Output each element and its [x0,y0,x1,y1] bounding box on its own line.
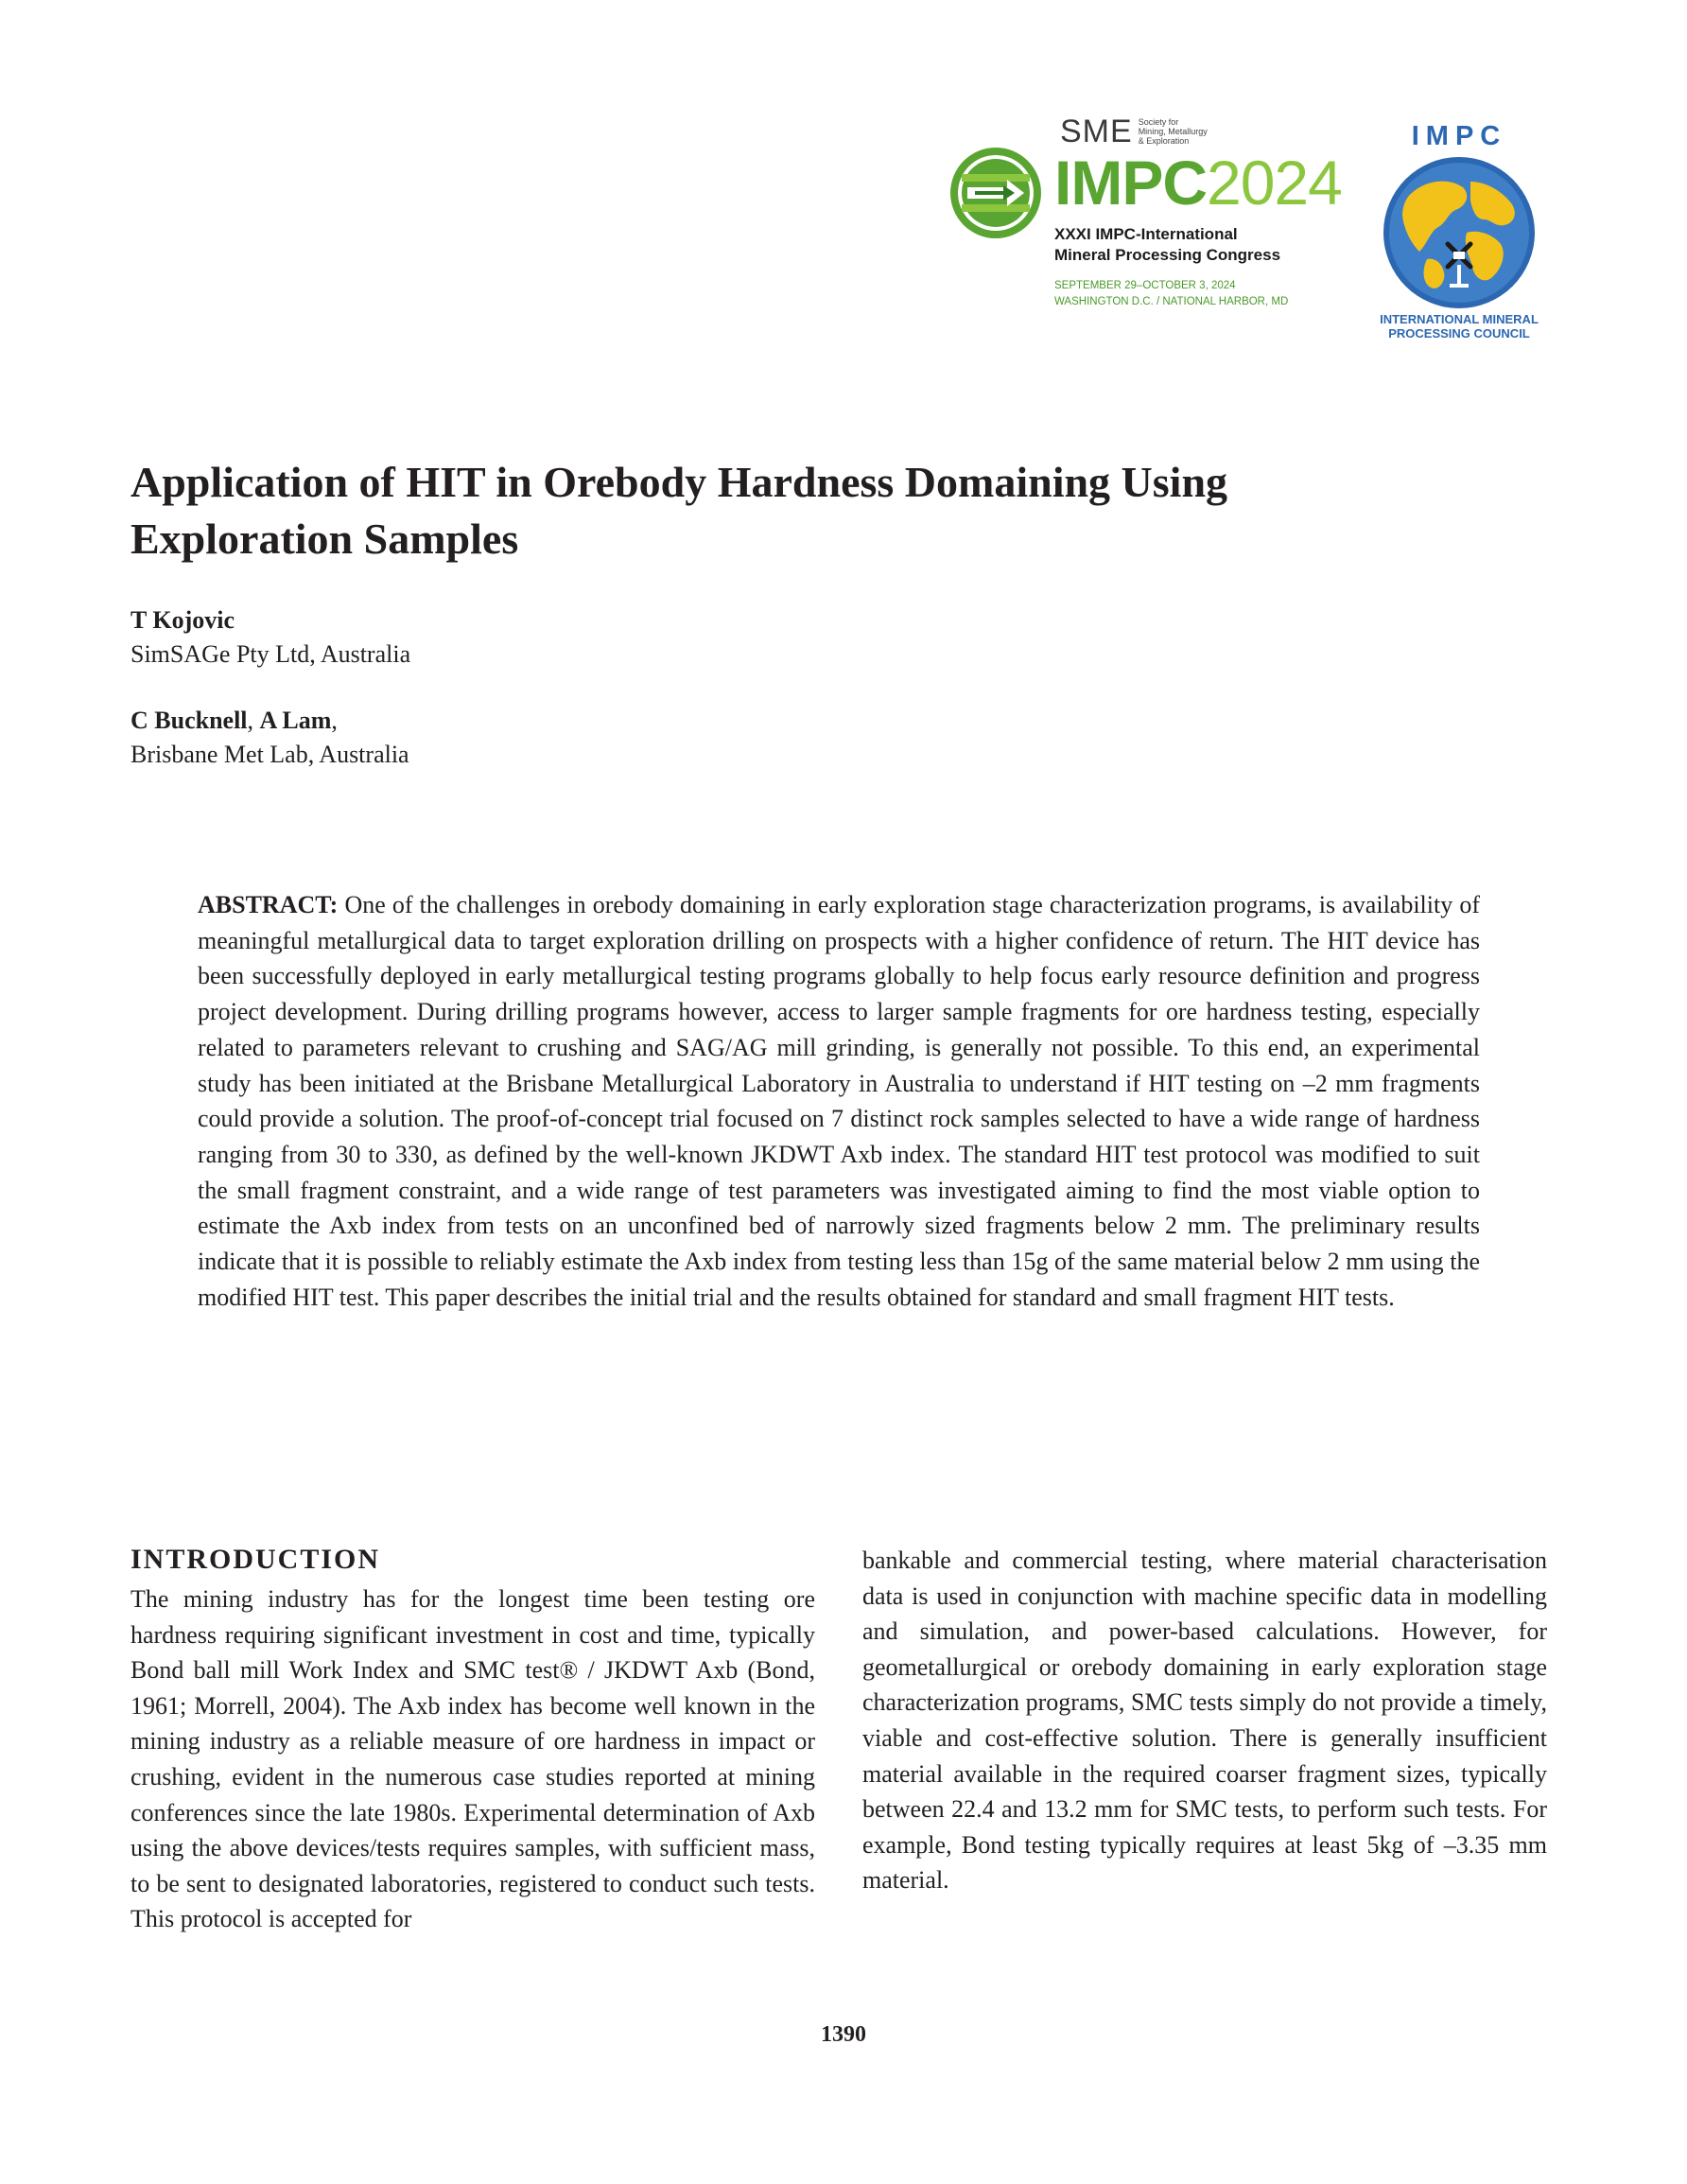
author-name-bucknell: C Bucknell [130,707,248,734]
abstract-text: One of the challenges in orebody domaining in early exploration stage characterization programs, is availability of meaningful metallurgical data to target exploration drilling on prospects with a higher confidence of return. The HIT device has been successfully deployed in early metallurgical testing programs globally to help focus early resource definition and progress project development. During drilling programs however, access to larger sample fragments for ore hardness testing, especially related to parameters relevant to crushing and SAG/AG mill grinding, is generally not possible. To this end, an experimental study has been initiated at the Brisbane Metallurgical Laboratory in Australia to understand if HIT testing on –2 mm fragments could provide a solution. The proof-of-concept trial focused on 7 distinct rock samples selected to have a wide range of hardness ranging from 30 to 330, as defined by the well-known JKDWT Axb index. The standard HIT test protocol was modified to suit the small fragment constraint, and a wide range of test parameters was investigated aiming to find the most viable option to estimate the Axb index from tests on an unconfined bed of narrowly sized fragments below 2 mm. The preliminary results indicate that it is possible to reliably estimate the Axb index from testing less than 15g of the same material below 2 mm using the modified HIT test. This paper describes the initial trial and the results obtained for standard and small fragment HIT tests. [198,891,1481,1311]
author-block-2 [130,704,792,772]
council-caption-line-1: INTERNATIONAL MINERAL [1380,312,1539,326]
author-trailing-comma: , [331,707,338,734]
impc-arrows-badge-icon [948,146,1043,240]
author-names-line [130,704,792,738]
page-number: 1390 [821,2022,866,2047]
congress-dates: SEPTEMBER 29–OCTOBER 3, 2024 [1054,280,1236,291]
introduction-column-left: The mining industry has for the longest time been testing ore hardness requiring significant investment in cost and time, typically Bond ball mill Work Index and SMC test® / JKDWT Axb (Bond, 1961; Morrell, 2004). The Axb index has become well known in the mining industry as a reliable measure of ore hardness in impact or crushing, evident in the numerous case studies reported at mining conferences since the late 1980s. Experimental determination of Axb using the above devices/tests requires samples, with sufficient mass, to be sent to designated laboratories, registered to conduct such tests. This protocol is accepted for [130,1585,815,1933]
impc2024-wordmark [1054,148,1342,218]
sme-wordmark [1060,114,1208,149]
congress-name-line-1: XXXI IMPC-International [1054,225,1238,243]
impc2024-conference-logo [948,106,1346,322]
introduction-heading: INTRODUCTION [130,1544,381,1575]
congress-name-line-2: Mineral Processing Congress [1054,246,1281,264]
council-acronym: IMPC [1411,121,1507,151]
globe-icon [1380,153,1539,312]
impc-year: 2024 [1207,148,1342,218]
congress-location: WASHINGTON D.C. / NATIONAL HARBOR, MD [1054,296,1289,307]
author-affiliation: SimSAGe Pty Ltd, Australia [130,640,411,668]
author-name-lam: A Lam [259,707,332,734]
sme-word: SME [1060,114,1133,149]
abstract-label: ABSTRACT: [198,891,339,918]
impc-council-logo [1365,121,1554,341]
author-block-1 [130,603,792,672]
paper-title: Application of HIT in Orebody Hardness Domaining Using Exploration Samples [130,458,1228,563]
council-caption [1365,312,1554,341]
introduction-column-right: bankable and commercial testing, where material characterisation data is used in conjunction with machine specific data in modelling and simulation, and power-based calculations. However, for geometallurgical or orebody domaining in early exploration stage characterization programs, SMC tests simply do not provide a timely, viable and cost-effective solution. There is generally insufficient material available in the required coarser fragment sizes, typically between 22.4 and 13.2 mm for SMC tests, to perform such tests. For example, Bond testing typically requires at least 5kg of –3.35 mm material. [862,1546,1547,1895]
author-names: T Kojovic [130,606,235,634]
council-caption-line-2: PROCESSING COUNCIL [1388,326,1530,341]
abstract [198,887,1480,1315]
author-separator: , [247,707,260,734]
sme-society-text: Society for Mining, Metallurgy & Exploration [1138,117,1208,146]
impc-name: IMPC [1054,148,1207,218]
author-affiliation: Brisbane Met Lab, Australia [130,741,409,768]
